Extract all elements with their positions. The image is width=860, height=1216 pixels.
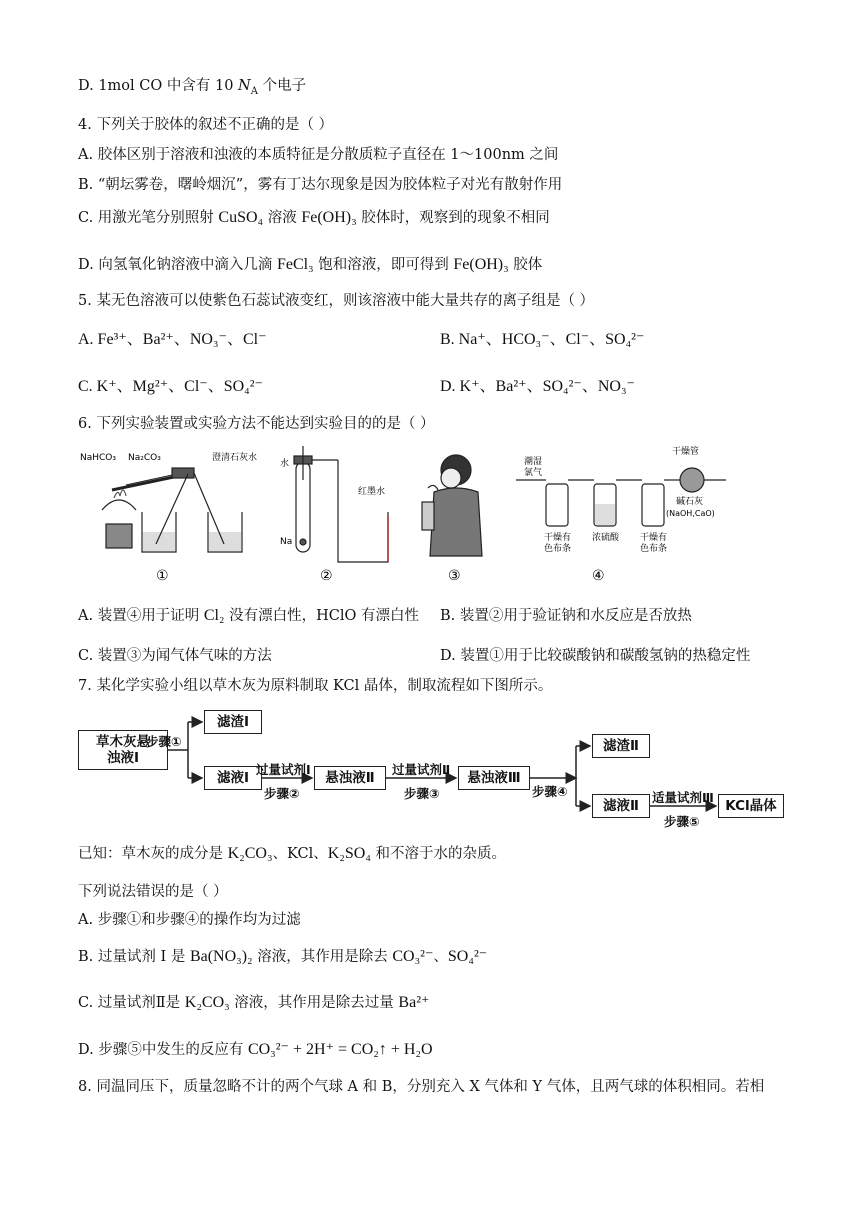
stopper — [172, 468, 194, 478]
q5-option-c: C. K⁺、Mg²⁺、Cl⁻、SO₄²⁻ — [78, 378, 263, 395]
known-text-1: 已知：草木灰的成分是 — [78, 846, 228, 862]
formula-fecl3: FeCl₃ — [276, 256, 314, 273]
q4c-text-3: 胶体时，观察到的现象不相同 — [356, 210, 550, 226]
avogadro-symbol: N — [238, 78, 251, 94]
q7c-text-1: C. 过量试剂Ⅱ是 — [78, 995, 185, 1011]
label-soda-lime: 碱石灰 — [676, 497, 704, 507]
q7-stem: 7. 某化学实验小组以草木灰为原料制取 KCl 晶体，制取流程如下图所示。 — [78, 678, 553, 694]
formula-feoh3-2: Fe(OH)₃ — [453, 256, 509, 273]
flow-step4: 步骤④ — [532, 784, 568, 799]
q3d-text: D. 1mol CO 中含有 10 — [78, 78, 239, 94]
label-na: Na — [280, 537, 293, 547]
q5-option-a: A. Fe³⁺、Ba²⁺、NO₃⁻、Cl⁻ — [78, 331, 267, 348]
apparatus-1 — [102, 468, 242, 552]
formula-feoh3: Fe(OH)₃ — [301, 209, 357, 226]
flow-filtrate1-box: 滤液Ⅰ — [204, 766, 262, 790]
q3d-tail: 个电子 — [257, 78, 307, 94]
flow-step3: 步骤③ — [404, 786, 440, 801]
flow-start-line2: 浊液Ⅰ — [106, 750, 140, 766]
q6-option-b: B. 装置②用于验证钠和水反应是否放热 — [440, 608, 692, 624]
apparatus-drawing — [76, 440, 736, 588]
q8-stem: 8. 同温同压下，质量忽略不计的两个气球 A 和 B，分别充入 X 气体和 Y 气体，且两气球的体积相同。若相 — [78, 1079, 765, 1095]
q6-option-a — [78, 606, 419, 626]
q7b-text-1: B. 过量试剂 I 是 — [78, 949, 190, 965]
apparatus-2 — [294, 446, 388, 562]
q7-option-d — [78, 1040, 433, 1060]
q4-stem: 4. 下列关于胶体的叙述不正确的是（ ） — [78, 117, 334, 133]
flow-susp3-box: 悬浊液Ⅲ — [458, 766, 530, 790]
label-num-1: ① — [156, 568, 169, 584]
u-tube — [338, 460, 388, 562]
formula-ba2: Ba²⁺ — [398, 994, 430, 1011]
label-dry-cloth-2b: 色布条 — [640, 544, 668, 554]
formula-k2co3-2: K₂CO₃ — [184, 994, 230, 1011]
apparatus-3 — [422, 455, 482, 556]
label-num-4: ④ — [592, 568, 605, 584]
flow-susp2-box: 悬浊液Ⅱ — [314, 766, 386, 790]
q7d-text-1: D. 步骤⑤中发生的反应有 — [78, 1042, 248, 1058]
flow-reagent2: 过量试剂Ⅱ — [392, 762, 451, 777]
q6-option-c: C. 装置③为闻气体气味的方法 — [78, 648, 272, 664]
sodium-piece — [300, 539, 306, 545]
q4-option-b: B. “朝坛雾卷，曙岭烟沉”，雾有丁达尔现象是因为胶体粒子对光有散射作用 — [78, 177, 563, 193]
q4-option-c — [78, 208, 550, 228]
label-red-ink: 红墨水 — [358, 487, 386, 497]
formula-k2so4: K₂SO₄ — [327, 845, 371, 862]
avogadro-subscript: A — [250, 85, 258, 97]
flow-residue1-box: 滤渣Ⅰ — [204, 710, 262, 734]
label-wet-1: 潮湿 — [524, 457, 543, 467]
known-text-3: 和不溶于水的杂质。 — [370, 846, 507, 862]
label-num-3: ③ — [448, 568, 461, 584]
q7-ask: 下列说法错误的是（ ） — [78, 884, 228, 900]
flow-step1: 步骤① — [146, 734, 182, 749]
flow-step2: 步骤② — [264, 786, 300, 801]
flow-filtrate2-box: 滤液Ⅱ — [592, 794, 650, 818]
flow-residue2-box: 滤渣Ⅱ — [592, 734, 650, 758]
q4-option-a: A. 胶体区别于溶液和浊液的本质特征是分散质粒子直径在 1～100nm 之间 — [78, 147, 559, 163]
burner-stand — [106, 524, 132, 548]
q6a-text-1: A. 装置④用于证明 — [78, 608, 204, 624]
q6-stem: 6. 下列实验装置或实验方法不能达到实验目的的是（ ） — [78, 416, 435, 432]
flame-icon — [114, 490, 126, 498]
flow-reagent3: 适量试剂Ⅲ — [652, 790, 714, 805]
label-na2co3: Na₂CO₃ — [128, 453, 161, 463]
q4d-text-3: 胶体 — [508, 257, 543, 273]
q7-known — [78, 844, 506, 864]
formula-cuso4: CuSO₄ — [218, 209, 264, 226]
q5-stem: 5. 某无色溶液可以使紫色石蕊试液变红，则该溶液中能大量共存的离子组是（ ） — [78, 293, 595, 309]
q7c-text-2: 溶液，其作用是除去过量 — [229, 995, 399, 1011]
q5-option-b: B. Na⁺、HCO₃⁻、Cl⁻、SO₄²⁻ — [440, 331, 645, 348]
q4c-text-2: 溶液 — [263, 210, 302, 226]
formula-cl2: Cl₂ — [203, 607, 225, 624]
label-dry-cloth-1a: 干燥有 — [544, 533, 572, 543]
q3-option-d — [78, 76, 306, 102]
clamp-ring — [102, 500, 136, 510]
flowchart — [76, 706, 786, 832]
drying-tube-bulb — [680, 468, 704, 492]
q4c-text-1: C. 用激光笔分别照射 — [78, 210, 219, 226]
apparatus-figure — [76, 440, 736, 588]
formula-bano3: Ba(NO₃)₂ — [189, 948, 253, 965]
q7b-text-3: 、 — [433, 949, 448, 965]
flow-product-box: KCl晶体 — [718, 794, 784, 818]
label-dry-tube: 干燥管 — [672, 447, 700, 457]
q7-option-c — [78, 993, 429, 1013]
bottle-3 — [642, 484, 664, 526]
q5-option-d: D. K⁺、Ba²⁺、SO₄²⁻、NO₃⁻ — [440, 378, 635, 395]
q6a-text-2: 没有漂白性，HClO 有漂白性 — [224, 608, 419, 624]
gas-bottle — [422, 502, 434, 530]
known-text-2: 、KCl、 — [272, 846, 328, 862]
waft-hand — [428, 485, 438, 490]
formula-equation: CO₃²⁻ + 2H⁺ = CO₂↑ + H₂O — [247, 1041, 433, 1058]
q6-option-d: D. 装置①用于比较碳酸钠和碳酸氢钠的热稳定性 — [440, 648, 751, 664]
q7-option-a: A. 步骤①和步骤④的操作均为过滤 — [78, 912, 301, 928]
label-water: 水 — [280, 459, 290, 469]
label-conc-h2so4: 浓硫酸 — [592, 533, 620, 543]
q4d-text-2: 饱和溶液，即可得到 — [313, 257, 454, 273]
label-dry-cloth-2a: 干燥有 — [640, 533, 668, 543]
formula-k2co3: K₂CO₃ — [227, 845, 273, 862]
label-soda-lime-formula: (NaOH,CaO) — [666, 509, 715, 518]
person-body — [430, 488, 482, 556]
label-wet-2: 氯气 — [524, 468, 543, 478]
flow-step5: 步骤⑤ — [664, 814, 700, 829]
q7b-text-2: 溶液，其作用是除去 — [252, 949, 393, 965]
bottle-1 — [546, 484, 568, 526]
q7-option-b — [78, 947, 487, 967]
label-dry-cloth-1b: 色布条 — [544, 544, 572, 554]
formula-so4: SO₄²⁻ — [447, 948, 488, 965]
flow-start-line1: 草木灰悬 — [96, 734, 150, 750]
label-nahco3: NaHCO₃ — [80, 453, 116, 463]
label-limewater: 澄清石灰水 — [212, 453, 258, 463]
label-num-2: ② — [320, 568, 333, 584]
q4d-text-1: D. 向氢氧化钠溶液中滴入几滴 — [78, 257, 277, 273]
q4-option-d — [78, 255, 542, 275]
formula-co3: CO₃²⁻ — [392, 948, 434, 965]
flow-reagent1: 过量试剂Ⅰ — [256, 762, 311, 777]
